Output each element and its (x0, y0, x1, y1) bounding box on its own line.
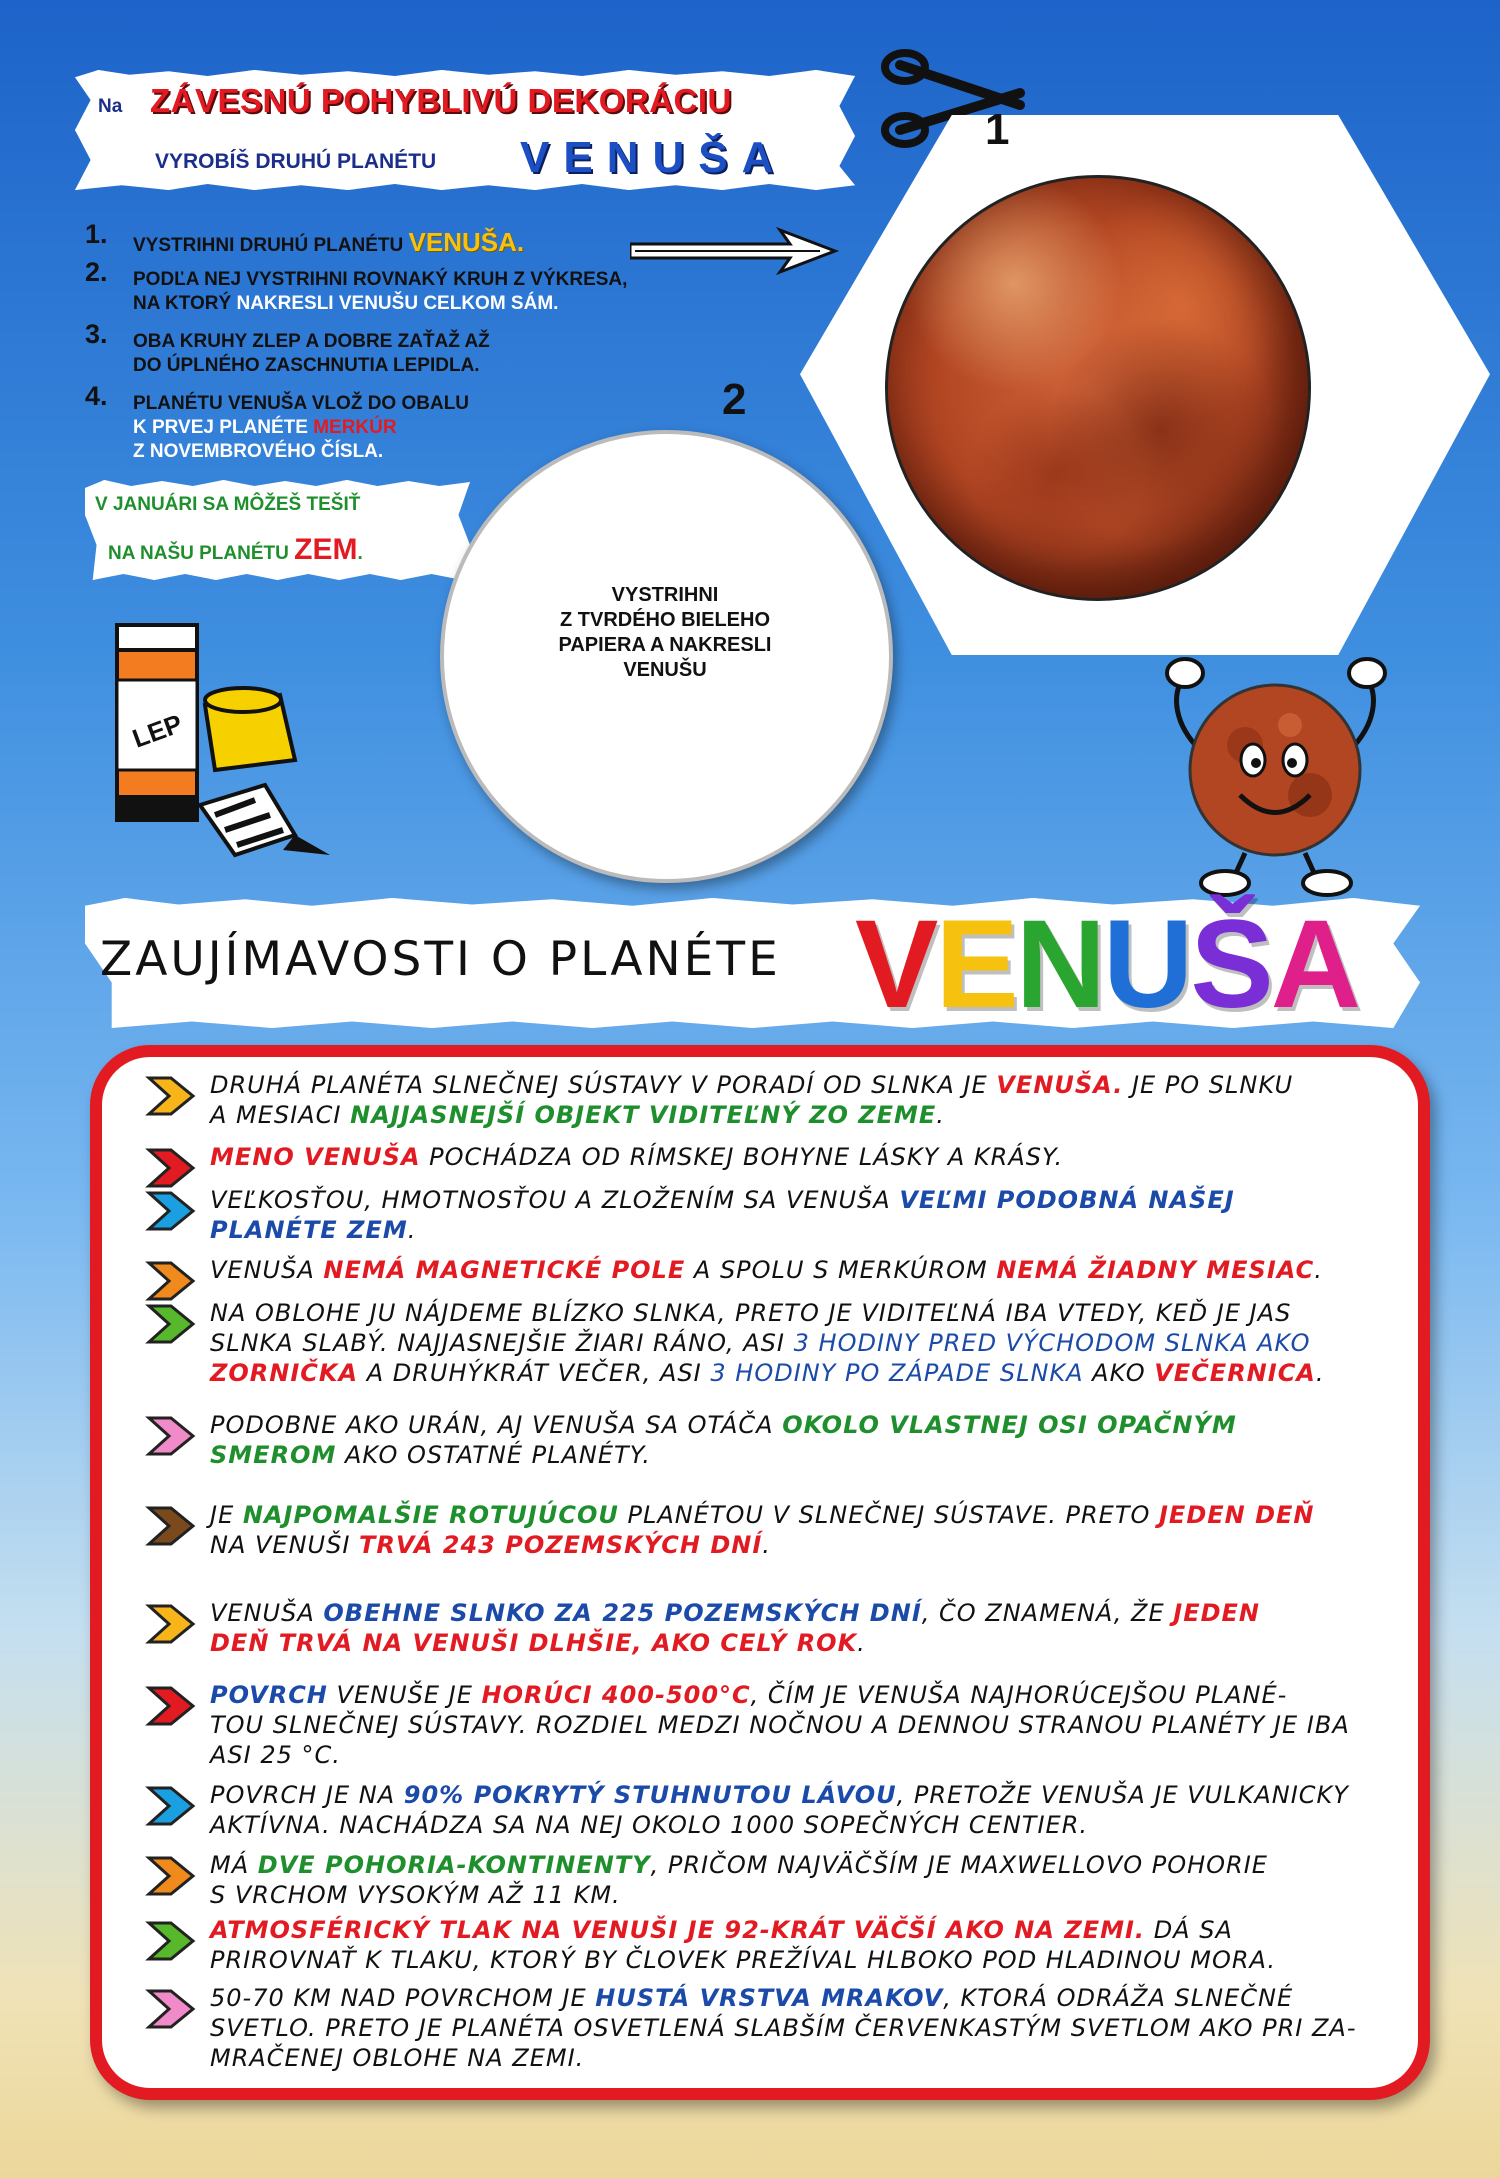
step-number: 4. (85, 381, 108, 411)
january-line-2 (108, 533, 363, 567)
chevron-right-icon (145, 1302, 197, 1346)
fact-segment: , ČO ZNAMENÁ, ŽE (921, 1599, 1174, 1627)
fact-segment: A SPOLU S MERKÚROM (685, 1256, 997, 1284)
facts-big-venus (855, 895, 1358, 1034)
venus-mascot-icon (1145, 655, 1405, 900)
fact-segment: . (1314, 1256, 1323, 1284)
january-text: NA NAŠU PLANÉTU (108, 543, 289, 564)
big-venus-letter: U (1103, 895, 1191, 1034)
fact-highlight: OBEHNE SLNKO ZA 225 POZEMSKÝCH DNÍ (323, 1599, 922, 1627)
fact-text (210, 1298, 1410, 1388)
fact-segment: S VRCHOM VYSOKÝM AŽ 11 KM. (210, 1881, 621, 1909)
fact-highlight: JEDEN (1173, 1599, 1261, 1627)
fact-highlight: ZORNIČKA (210, 1359, 359, 1387)
fact-text (210, 1500, 1410, 1560)
january-zem: ZEM (294, 533, 358, 566)
fact-highlight: 90% POKRYTÝ STUHNUTOU LÁVOU (403, 1781, 897, 1809)
fact-segment: DRUHÁ PLANÉTA SLNEČNEJ SÚSTAVY V PORADÍ OD SLNKA JE (210, 1071, 997, 1099)
fact-highlight: 3 HODINY PRED VÝCHODOM SLNKA AKO (793, 1329, 1311, 1357)
fact-segment: POCHÁDZA OD RÍMSKEJ BOHYNE LÁSKY A KRÁSY. (420, 1143, 1064, 1171)
fact-text (210, 1780, 1410, 1840)
chevron-right-icon (145, 1784, 197, 1828)
step-text: K PRVEJ PLANÉTE (133, 417, 308, 438)
big-venus-letter: V (855, 895, 936, 1034)
header-planet-name: VENUŠA (520, 133, 788, 182)
step-number: 1. (85, 219, 108, 249)
chevron-right-icon (145, 1414, 197, 1458)
step-highlight: NAKRESLI VENUŠU CELKOM SÁM. (236, 293, 559, 314)
fact-segment: , ČÍM JE VENUŠA NAJHORÚCEJŠOU PLANÉ- (750, 1681, 1288, 1709)
fact-text (210, 1850, 1410, 1910)
fact-text (210, 1410, 1410, 1470)
fact-highlight: NEMÁ ŽIADNY MESIAC (996, 1256, 1315, 1284)
fact-segment: VEĽKOSŤOU, HMOTNOSŤOU A ZLOŽENÍM SA VENUŠA (210, 1186, 900, 1214)
fact-highlight: NAJPOMALŠIE ROTUJÚCOU (242, 1501, 619, 1529)
fact-segment: SVETLO. PRETO JE PLANÉTA OSVETLENÁ SLABŠÍM ČERVENKASTÝM SVETLOM AKO PRI ZA- (210, 2014, 1357, 2042)
fact-segment: . (857, 1629, 866, 1657)
step-text: PLANÉTU VENUŠA VLOŽ DO OBALU (133, 393, 470, 414)
fact-segment: AKO OSTATNÉ PLANÉTY. (336, 1441, 651, 1469)
chevron-right-icon (145, 1504, 197, 1548)
big-venus-letter: Š (1190, 895, 1271, 1034)
fact-segment: PODOBNE AKO URÁN, AJ VENUŠA SA OTÁČA (210, 1411, 783, 1439)
fact-highlight: VENUŠA. (996, 1071, 1124, 1099)
chevron-right-icon (145, 1987, 197, 2031)
fact-segment: DÁ SA (1145, 1916, 1233, 1944)
circle-line: PAPIERA A NAKRESLI (558, 634, 772, 656)
fact-segment: AKO (1083, 1359, 1155, 1387)
fact-segment: MÁ (210, 1851, 258, 1879)
step-number: 2. (85, 257, 108, 287)
fact-highlight: MENO VENUŠA (210, 1143, 421, 1171)
chevron-right-icon (145, 1684, 197, 1728)
step-text: A DOBRE ZAŤAŽ AŽ (305, 331, 490, 352)
fact-segment: VENUŠA (210, 1256, 324, 1284)
chevron-right-icon (145, 1189, 197, 1233)
fact-highlight: ATMOSFÉRICKÝ TLAK NA VENUŠI JE 92-KRÁT VÄČŠÍ AKO NA ZEMI. (210, 1916, 1146, 1944)
fact-segment: . (407, 1216, 417, 1244)
facts-title: ZAUJÍMAVOSTI O PLANÉTE (100, 932, 781, 987)
fact-highlight: TRVÁ 243 POZEMSKÝCH DNÍ (359, 1531, 763, 1559)
fact-segment: NA VENUŠI (210, 1531, 360, 1559)
circle-line: VYSTRIHNI (611, 584, 719, 606)
fact-highlight: HUSTÁ VRSTVA MRAKOV (595, 1984, 944, 2012)
fact-segment: TOU SLNEČNEJ SÚSTAVY. ROZDIEL MEDZI NOČNOU A DENNOU STRANOU PLANÉTY JE IBA (210, 1711, 1350, 1739)
fact-segment: JE PO SLNKU (1123, 1071, 1294, 1099)
step-number: 3. (85, 319, 108, 349)
fact-segment: NA OBLOHE JU NÁJDEME BLÍZKO SLNKA, PRETO JE VIDITEĽNÁ IBA VTEDY, KEĎ JE JAS (210, 1299, 1292, 1327)
fact-segment: ASI 25 °C. (210, 1741, 341, 1769)
fact-segment: SLNKA SLABÝ. NAJJASNEJŠIE ŽIARI RÁNO, ASI (210, 1329, 794, 1357)
step-highlight: OBA KRUHY ZLEP (133, 331, 301, 352)
fact-segment: PLANÉTOU V SLNEČNEJ SÚSTAVE. PRETO (618, 1501, 1159, 1529)
chevron-right-icon (145, 1854, 197, 1898)
glue-stick-icon (105, 600, 335, 860)
step-text: Z NOVEMBROVÉHO ČÍSLA. (133, 441, 384, 462)
fact-segment: A DRUHÝKRÁT VEČER, ASI (358, 1359, 711, 1387)
circle-line: VENUŠU (623, 659, 707, 681)
glue-label: LEP (128, 708, 187, 754)
fact-highlight: POVRCH (210, 1681, 328, 1709)
big-venus-letter: A (1270, 895, 1358, 1034)
step-highlight: VENUŠA. (408, 227, 525, 257)
chevron-right-icon (145, 1919, 197, 1963)
circle-line: Z TVRDÉHO BIELEHO (559, 609, 770, 631)
fact-text (210, 1915, 1410, 1975)
step-text: PODĽA NEJ VYSTRIHNI ROVNAKÝ KRUH Z VÝKRESA, (133, 269, 628, 290)
fact-segment: VENUŠA (210, 1599, 324, 1627)
fact-segment: JE (210, 1501, 243, 1529)
fact-segment: , PRETOŽE VENUŠA JE VULKANICKY (896, 1781, 1349, 1809)
fact-segment: PRIROVNAŤ K TLAKU, KTORÝ BY ČLOVEK PREŽÍVAL HLBOKO POD HLADINOU MORA. (210, 1946, 1276, 1974)
fact-highlight: DVE POHORIA-KONTINENTY (257, 1851, 651, 1879)
fact-highlight: NEMÁ MAGNETICKÉ POLE (323, 1256, 686, 1284)
step-text: VYSTRIHNI DRUHÚ PLANÉTU (133, 235, 404, 256)
fact-highlight: DEŇ TRVÁ NA VENUŠI DLHŠIE, AKO CELÝ ROK (210, 1629, 858, 1657)
header-na: Na (98, 96, 123, 117)
fact-text (210, 1142, 1410, 1172)
fact-text (210, 1255, 1410, 1285)
step-text: DO ÚPLNÉHO ZASCHNUTIA LEPIDLA. (133, 355, 480, 376)
chevron-right-icon (145, 1146, 197, 1190)
fact-segment: . (762, 1531, 771, 1559)
fact-text (210, 1070, 1410, 1130)
fact-text (210, 1598, 1410, 1658)
header-title: ZÁVESNÚ POHYBLIVÚ DEKORÁCIU (150, 82, 732, 119)
chevron-right-icon (145, 1602, 197, 1646)
fact-highlight: VEĽMI PODOBNÁ NAŠEJ (899, 1186, 1235, 1214)
venus-planet-image (885, 175, 1311, 601)
fact-segment: , PRIČOM NAJVÄČŠÍM JE MAXWELLOVO POHORIE (650, 1851, 1268, 1879)
label-2: 2 (722, 375, 747, 424)
january-dot: . (357, 543, 363, 564)
header-subtitle: VYROBÍŠ DRUHÚ PLANÉTU (155, 150, 437, 173)
fact-segment: AKTÍVNA. NACHÁDZA SA NA NEJ OKOLO 1000 SOPEČNÝCH CENTIER. (210, 1811, 1089, 1839)
big-venus-letter: N (1015, 895, 1104, 1034)
step-highlight: MERKÚR (313, 417, 397, 438)
fact-highlight: PLANÉTE ZEM (210, 1216, 408, 1244)
fact-segment: . (936, 1101, 945, 1129)
fact-highlight: NAJJASNEJŠÍ OBJEKT VIDITEĽNÝ ZO ZEME (350, 1101, 937, 1129)
big-venus-letter: E (935, 895, 1016, 1034)
fact-segment: VENUŠE JE (327, 1681, 482, 1709)
fact-highlight: JEDEN DEŇ (1159, 1501, 1315, 1529)
fact-highlight: OKOLO VLASTNEJ OSI OPAČNÝM (782, 1411, 1237, 1439)
fact-highlight: SMEROM (210, 1441, 337, 1469)
january-line-1: V JANUÁRI SA MÔŽEŠ TEŠIŤ (95, 494, 361, 515)
fact-segment: 50-70 KM NAD POVRCHOM JE (210, 1984, 596, 2012)
fact-segment: . (1315, 1359, 1325, 1387)
chevron-right-icon (145, 1074, 197, 1118)
chevron-right-icon (145, 1259, 197, 1303)
fact-segment: A MESIACI (210, 1101, 351, 1129)
fact-text (210, 1185, 1410, 1245)
fact-highlight: VEČERNICA (1154, 1359, 1316, 1387)
step-text: NA KTORÝ (133, 293, 232, 314)
fact-text (210, 1680, 1410, 1770)
fact-segment: , KTORÁ ODRÁŽA SLNEČNÉ (943, 1984, 1294, 2012)
fact-highlight: 3 HODINY PO ZÁPADE SLNKA (710, 1359, 1084, 1387)
label-1: 1 (985, 105, 1010, 154)
fact-text (210, 1983, 1410, 2073)
fact-segment: MRAČENEJ OBLOHE NA ZEMI. (210, 2044, 585, 2072)
circle-instruction (520, 583, 810, 683)
fact-segment: POVRCH JE NA (210, 1781, 404, 1809)
fact-highlight: HORÚCI 400-500°C (481, 1681, 751, 1709)
